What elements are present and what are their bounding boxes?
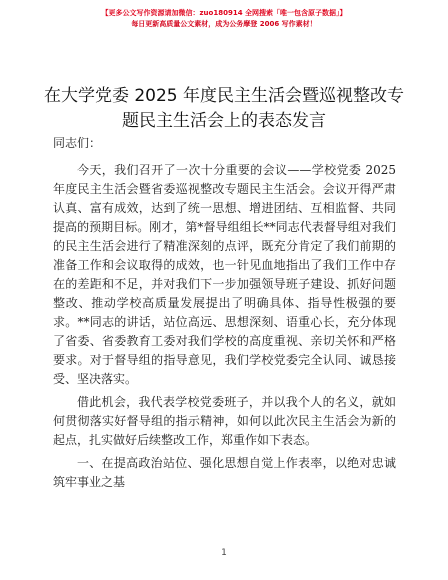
document-title: 在大学党委 2025 年度民主生活会暨巡视整改专题民主生活会上的表态发言 (43, 86, 405, 131)
paragraph-1: 今天，我们召开了一次十分重要的会议——学校党委 2025 年度民主生活会暨省委巡视整改专题民主生活会。会议开得严肃认真、富有成效，达到了统一思想、增进团结、互相监督、共同提高的预期目标。刚才，第*督导组组长**同志代表督导组对我们的民主生活会进行了精准深刻的点评，既充分肯定了我们前期的准备工作和会议取得的成效，也一针见血地指出了我们工作中存在的差距和不足，并对我们下一步加强领导班子建设、抓好问题整改、推动学校高质量发展提出了明确具体、指导性极强的要求。**同志的讲话，站位高远、思想深刻、语重心长，充分体现了省委、省委教育工委对我们学校的高度重视、亲切关怀和严格要求。对于督导组的指导意见，我们学校党委完全认同、诚恳接受、坚决落实。 (53, 163, 396, 386)
page-number: 1 (221, 548, 227, 558)
paragraph-2: 借此机会，我代表学校党委班子，并以我个人的名义，就如何贯彻落实好督导组的指示精神，如何以此次民主生活会为新的起点，扎实做好后续整改工作，郑重作如下表态。 (53, 395, 396, 447)
promo-banner-line-1: 【更多公文写作资源请加微信：zuo180914 全网搜索「唯一包含原子数据」】 (101, 9, 347, 17)
document-body (53, 134, 396, 496)
promo-banner-line-2: 每日更新高质量公文素材，成为公务摩登 2006 写作素材！ (131, 20, 317, 28)
salutation: 同志们： (53, 136, 102, 150)
promo-banner (0, 8, 448, 30)
section-heading-1: 一、在提高政治站位、强化思想自觉上作表率，以绝对忠诚筑牢事业之基 (53, 456, 396, 489)
